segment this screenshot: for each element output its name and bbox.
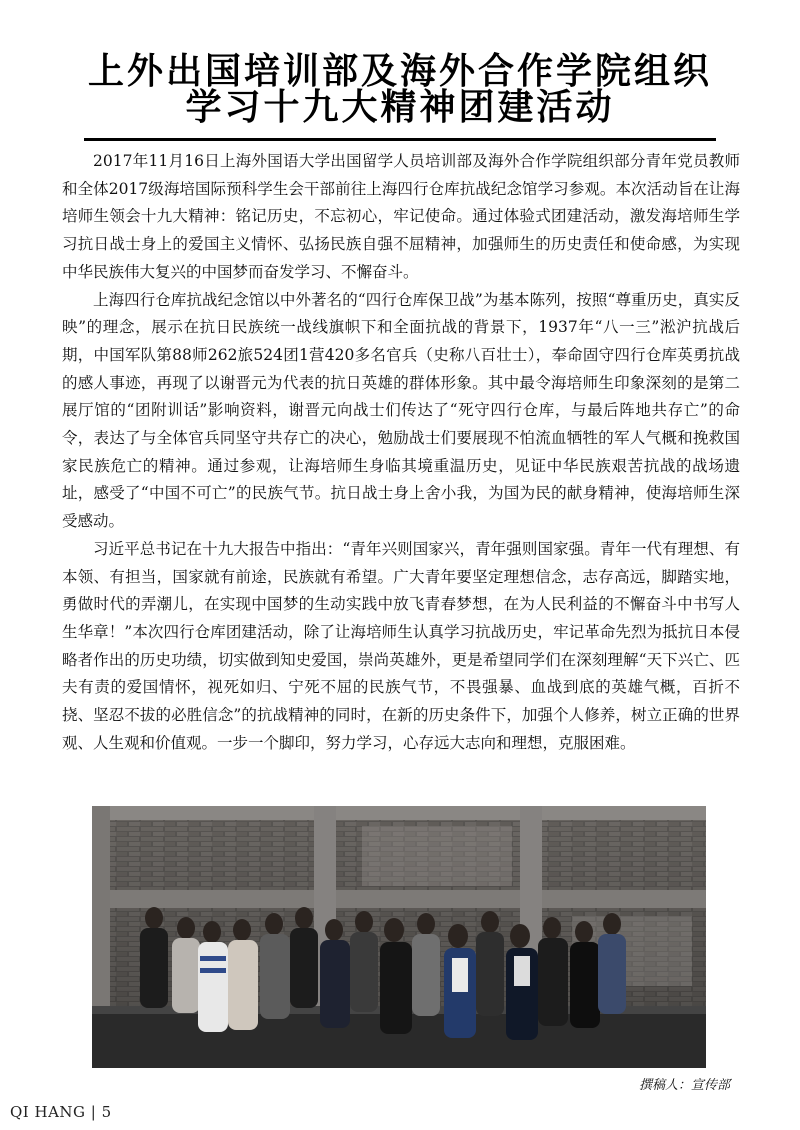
paragraph-2: 上海四行仓库抗战纪念馆以中外著名的“四行仓库保卫战”为基本陈列，按照“尊重历史，真实反映”的理念，展示在抗日民族统一战线旗帜下和全面抗战的背景下，1937年“八一三”淞沪抗战后期，中国军队第88师262旅524团1营420多名官兵（史称八百壮士），奉命固守四行仓库英勇抗战的感人事迹，再现了以谢晋元为代表的抗日英雄的群体形象。其中最令海培师生印象深刻的是第二展厅馆的“团附训话”影响资料，谢晋元向战士们传达了“死守四行仓库，与最后阵地共存亡”的命令，表达了与全体官兵同坚守共存亡的决心，勉励战士们要展现不怕流血牺牲的军人气概和挽救国家民族危亡的精神。通过参观，让海培师生身临其境重温历史，见证中华民族艰苦抗战的战场遗址，感受了“中国不可亡”的民族气节。抗日战士身上舍小我，为国为民的献身精神，使海培师生深受感动。	[62, 290, 740, 531]
title-divider	[84, 138, 716, 141]
article-title-line-1: 上外出国培训部及海外合作学院组织	[87, 51, 712, 92]
paragraph-3: 习近平总书记在十九大报告中指出：“青年兴则国家兴，青年强则国家强。青年一代有理想、有本领、有担当，国家就有前途，民族就有希望。广大青年要坚定理想信念，志存高远，脚踏实地，勇做时代的弄潮儿，在实现中国梦的生动实践中放飞青春梦想，在为人民利益的不懈奋斗中书写人生华章！”本次四行仓库团建活动，除了让海培师生认真学习抗战历史，牢记革命先烈为抵抗日本侵略者作出的历史功绩，切实做到知史爱国，崇尚英雄外，更是希望同学们在深刻理解“天下兴亡、匹夫有责的爱国情怀，视死如归、宁死不屈的民族气节，不畏强暴、血战到底的英雄气概，百折不挠、坚忍不拔的必胜信念”的抗战精神的同时，在新的历史条件下，加强个人修养，树立正确的世界观、人生观和价值观。一步一个脚印，努力学习，心存远大志向和理想，克服困难。	[62, 539, 740, 752]
photo-credit: 撰稿人：宣传部	[638, 1078, 730, 1093]
article-title-line-2: 学习十九大精神团建活动	[185, 87, 615, 128]
page-footer: QI HANG | 5	[10, 1103, 112, 1121]
paragraph-1: 2017年11月16日上海外国语大学出国留学人员培训部及海外合作学院组织部分青年党员教师和全体2017级海培国际预科学生会干部前往上海四行仓库抗战纪念馆学习参观。本次活动旨在让海培师生领会十九大精神：铭记历史，不忘初心，牢记使命。通过体验式团建活动，激发海培师生学习抗日战士身上的爱国主义情怀、弘扬民族自强不屈精神，加强师生的历史责任和使命感，为实现中华民族伟大复兴的中国梦而奋发学习、不懈奋斗。	[62, 152, 740, 281]
article-body	[62, 148, 740, 757]
group-photo	[92, 806, 706, 1068]
